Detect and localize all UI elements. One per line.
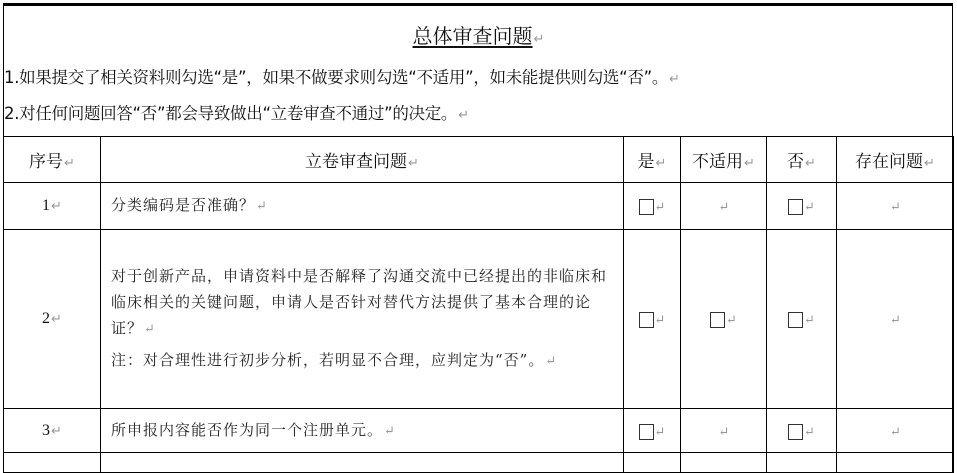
- yes-checkbox[interactable]: [639, 424, 654, 440]
- row-question: 对于创新产品，申请资料中是否解释了沟通交流中已经提出的非临床和临床相关的关键问题，申请人是否针对替代方法提供了基本合理的论证？↵ 注：对合理性进行初步分析，若明显不合理，应判定为“否”。↵: [101, 230, 624, 409]
- instruction-2: 2.对任何问题回答“否”都会导致做出“立卷审查不通过”的决定。↵: [4, 104, 469, 123]
- header-question: 立卷审查问题↵: [101, 137, 624, 183]
- no-checkbox[interactable]: [788, 424, 803, 440]
- header-number: 序号↵: [4, 137, 101, 183]
- row-number: 3↵: [4, 409, 101, 453]
- row-question: 分类编码是否准确？↵: [101, 183, 624, 230]
- header-yes: 是↵: [624, 137, 681, 183]
- header-na: 不适用↵: [681, 137, 767, 183]
- no-cell: ↵: [767, 230, 837, 409]
- na-checkbox[interactable]: [710, 312, 725, 328]
- row-number: 2↵: [4, 230, 101, 409]
- issues-cell[interactable]: ↵: [837, 409, 954, 453]
- no-cell: ↵: [767, 409, 837, 453]
- row-question: 所申报内容能否作为同一个注册单元。↵: [101, 409, 624, 453]
- document-title: 总体审查问题↵: [412, 24, 545, 48]
- header-no: 否↵: [767, 137, 837, 183]
- table-row: [4, 183, 954, 230]
- yes-checkbox[interactable]: [639, 312, 654, 328]
- table-header-row: [4, 137, 954, 183]
- na-cell: ↵: [681, 409, 767, 453]
- row-note: 注：对合理性进行初步分析，若明显不合理，应判定为“否”。: [111, 351, 545, 369]
- review-table: [3, 136, 954, 473]
- instruction-1: 1.如果提交了相关资料则勾选“是”，如果不做要求则勾选“不适用”，如未能提供则勾选“否”。↵: [4, 68, 680, 87]
- yes-cell: ↵: [624, 409, 681, 453]
- row-number: 1↵: [4, 183, 101, 230]
- table-row: [4, 230, 954, 409]
- no-checkbox[interactable]: [788, 312, 803, 328]
- issues-cell[interactable]: ↵: [837, 183, 954, 230]
- yes-checkbox[interactable]: [639, 199, 654, 215]
- issues-cell[interactable]: ↵: [837, 230, 954, 409]
- no-checkbox[interactable]: [788, 199, 803, 215]
- table-row: [4, 409, 954, 453]
- yes-cell: ↵: [624, 183, 681, 230]
- na-cell: ↵: [681, 230, 767, 409]
- header-issues: 存在问题↵: [837, 137, 954, 183]
- na-cell: ↵: [681, 183, 767, 230]
- no-cell: ↵: [767, 183, 837, 230]
- yes-cell: ↵: [624, 230, 681, 409]
